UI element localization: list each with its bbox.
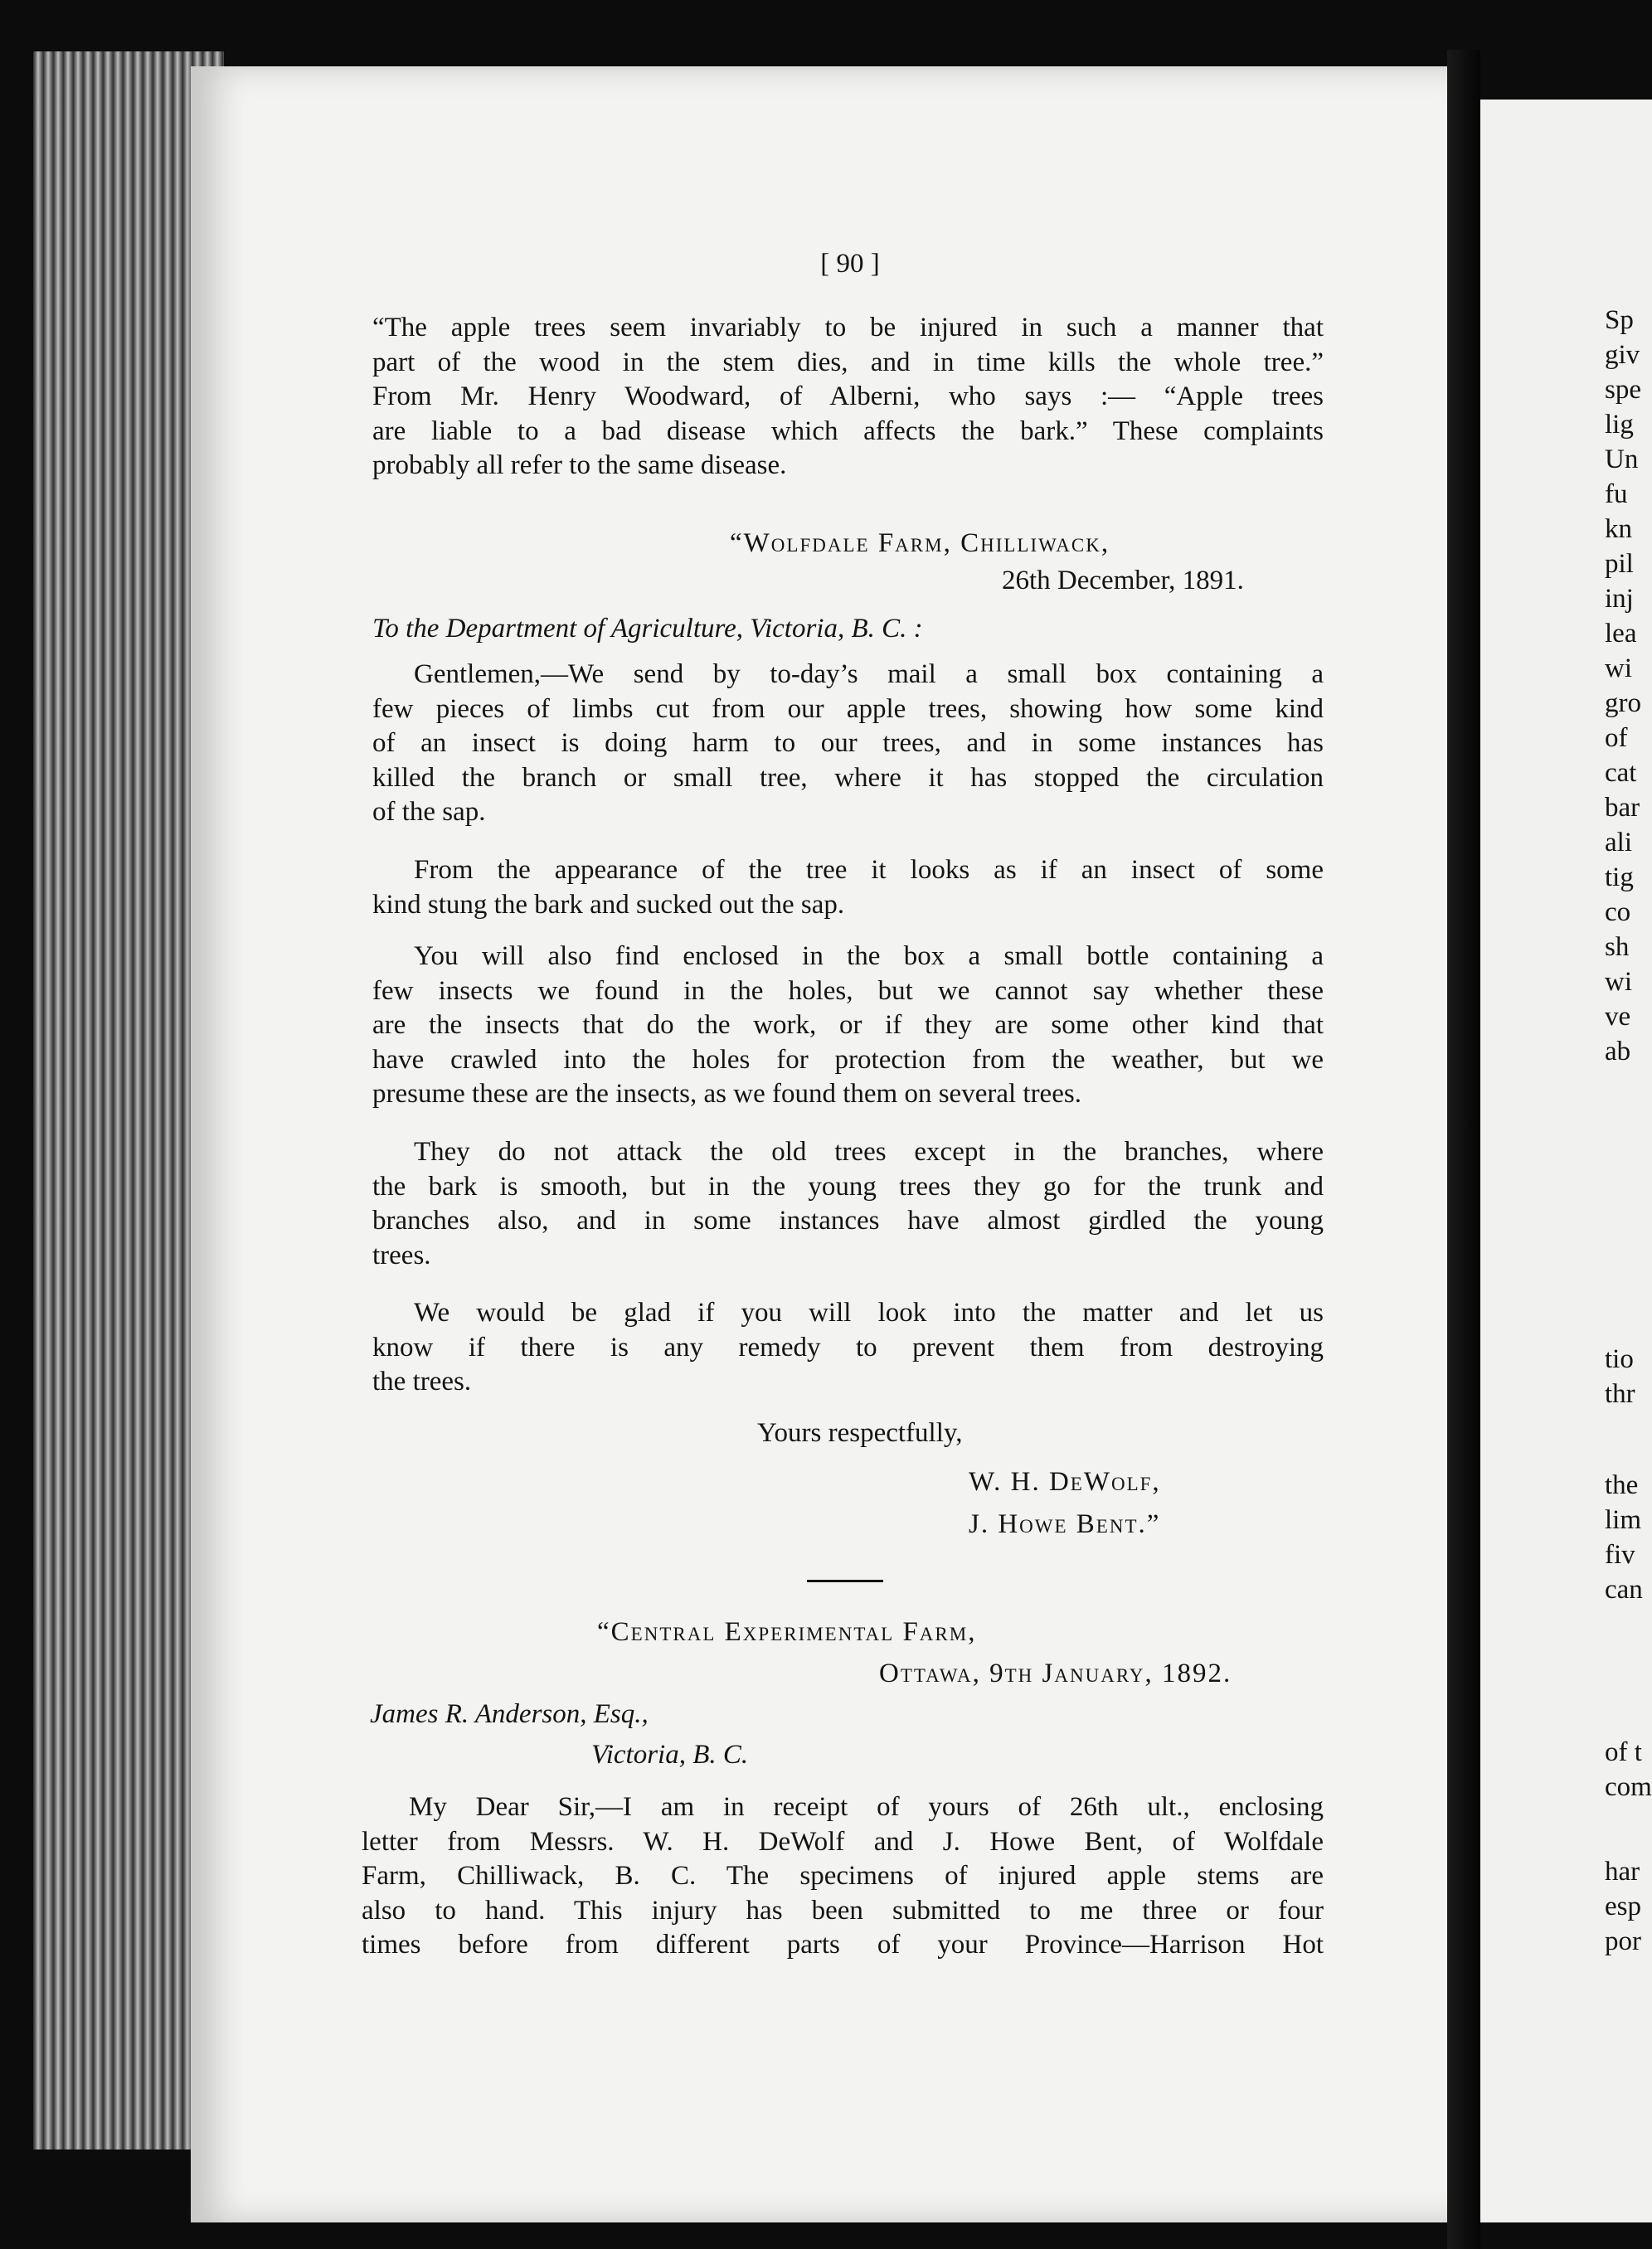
fragment-line: com: [1605, 1772, 1652, 1802]
fragment-line: fiv: [1605, 1540, 1635, 1570]
fragment-line: esp: [1605, 1892, 1641, 1921]
fragment-line: lea: [1605, 619, 1637, 648]
facing-page-fragments-3: [1605, 1468, 1652, 1607]
fragment-line: co: [1605, 897, 1631, 927]
section-divider: [807, 1580, 883, 1582]
letter2-address-1: James R. Anderson, Esq.,: [370, 1699, 649, 1729]
text-line: They do not attack the old trees except in the branches, where: [414, 1137, 1324, 1167]
fragment-line: of t: [1605, 1737, 1642, 1767]
facing-page-fragments-4: [1605, 1735, 1652, 1805]
fragment-line: tig: [1605, 862, 1634, 892]
fragment-line: of: [1605, 723, 1628, 753]
fragment-line: har: [1605, 1857, 1640, 1887]
text-line: few pieces of limbs cut from our apple trees, showing how some kind: [372, 693, 1324, 724]
facing-page-fragments-1: [1605, 303, 1652, 1069]
fragment-line: lig: [1605, 410, 1634, 440]
page-number: [ 90 ]: [820, 249, 880, 279]
text-line: probably all refer to the same disease.: [372, 450, 787, 481]
text-line: of an insect is doing harm to our trees, and in some instances has: [372, 728, 1324, 759]
text-line: trees.: [372, 1240, 431, 1270]
fragment-line: ab: [1605, 1037, 1631, 1066]
text-line: of the sap.: [372, 797, 486, 828]
text-line: know if there is any remedy to prevent them from destroying: [372, 1332, 1324, 1363]
fragment-line: cat: [1605, 758, 1637, 788]
letter1-signer-2: J. Howe Bent.”: [969, 1509, 1161, 1539]
text-line: part of the wood in the stem dies, and in time kills the whole tree.”: [372, 347, 1324, 377]
fragment-line: lim: [1605, 1505, 1642, 1535]
text-line: killed the branch or small tree, where it has stopped the circulation: [372, 762, 1324, 793]
fragment-line: sh: [1605, 932, 1630, 962]
text-line: We would be glad if you will look into the matter and let us: [414, 1298, 1324, 1328]
text-line: presume these are the insects, as we found them on several trees.: [372, 1079, 1081, 1110]
text-line: You will also find enclosed in the box a small bottle containing a: [414, 941, 1324, 971]
text-line: My Dear Sir,—I am in receipt of yours of 26th ult., enclosing: [409, 1792, 1324, 1822]
text-line: few insects we found in the holes, but we cannot say whether these: [372, 975, 1324, 1006]
text-line: also to hand. This injury has been submitted to me three or four: [362, 1895, 1324, 1926]
text-line: are liable to a bad disease which affects the bark.” These complaints: [372, 415, 1324, 446]
letter2-date: [879, 1657, 1232, 1692]
intro-paragraph: [372, 311, 1324, 483]
letter1-heading-line1: “Wolfdale Farm, Chilliwack,: [730, 528, 1110, 558]
text-line: From Mr. Henry Woodward, of Alberni, who says :— “Apple trees: [372, 381, 1324, 412]
text-line: are the insects that do the work, or if they are some other kind that: [372, 1010, 1324, 1041]
letter1-closing: Yours respectfully,: [757, 1418, 963, 1448]
fragment-line: por: [1605, 1926, 1641, 1956]
fragment-line: fu: [1605, 479, 1628, 509]
fragment-line: Sp: [1605, 305, 1634, 335]
fragment-line: spe: [1605, 375, 1641, 405]
fragment-line: gro: [1605, 688, 1641, 718]
fragment-line: can: [1605, 1575, 1643, 1605]
fragment-line: ali: [1605, 828, 1632, 857]
fragment-line: wi: [1605, 967, 1632, 997]
text-line: the trees.: [372, 1367, 472, 1397]
fragment-line: ve: [1605, 1002, 1631, 1032]
letter2-address-2: Victoria, B. C.: [591, 1740, 749, 1770]
fragment-line: pil: [1605, 549, 1634, 579]
text-line: Farm, Chilliwack, B. C. The specimens of injured apple stems are: [362, 1861, 1324, 1892]
letter1-paragraph-2: [372, 853, 1324, 922]
facing-page-fragments-2: [1605, 1342, 1652, 1411]
text-line: kind stung the bark and sucked out the sap.: [372, 889, 845, 920]
letter1-salutation: To the Department of Agriculture, Victoria, B. C. :: [372, 614, 923, 644]
fragment-line: Un: [1605, 444, 1639, 474]
fragment-line: thr: [1605, 1379, 1635, 1409]
facing-page-fragments-5: [1605, 1854, 1652, 1959]
letter1-paragraph-1: [372, 658, 1324, 830]
letter1-date: 26th December, 1891.: [1002, 566, 1244, 595]
fragment-line: kn: [1605, 514, 1632, 544]
book-gutter: [1447, 50, 1480, 2249]
text-line: Gentlemen,—We send by to-day’s mail a small box containing a: [414, 659, 1324, 689]
text-line: the bark is smooth, but in the young trees they go for the trunk and: [372, 1171, 1324, 1202]
letter2-heading-line1: “Central Experimental Farm,: [597, 1617, 977, 1647]
text-line: times before from different parts of your Province—Harrison Hot: [362, 1930, 1324, 1960]
letter2-date-text: Ottawa, 9th January, 1892.: [879, 1659, 1232, 1688]
text-line: “The apple trees seem invariably to be injured in such a manner that: [372, 313, 1324, 342]
text-line: letter from Messrs. W. H. DeWolf and J. Howe Bent, of Wolfdale: [362, 1826, 1324, 1857]
letter1-paragraph-3: [372, 940, 1324, 1112]
letter1-signer-1: W. H. DeWolf,: [969, 1467, 1161, 1497]
text-line: have crawled into the holes for protection from the weather, but we: [372, 1044, 1324, 1075]
fragment-line: wi: [1605, 653, 1632, 683]
fragment-line: bar: [1605, 793, 1640, 823]
letter1-paragraph-5: [372, 1296, 1324, 1400]
letter2-paragraph-1: [362, 1790, 1324, 1963]
fragment-line: giv: [1605, 340, 1640, 370]
fragment-line: inj: [1605, 584, 1634, 614]
fragment-line: the: [1605, 1470, 1639, 1500]
text-line: branches also, and in some instances have almost girdled the young: [372, 1206, 1324, 1236]
text-line: From the appearance of the tree it looks as if an insect of some: [414, 855, 1324, 885]
fragment-line: tio: [1605, 1344, 1634, 1374]
letter1-paragraph-4: [372, 1135, 1324, 1273]
